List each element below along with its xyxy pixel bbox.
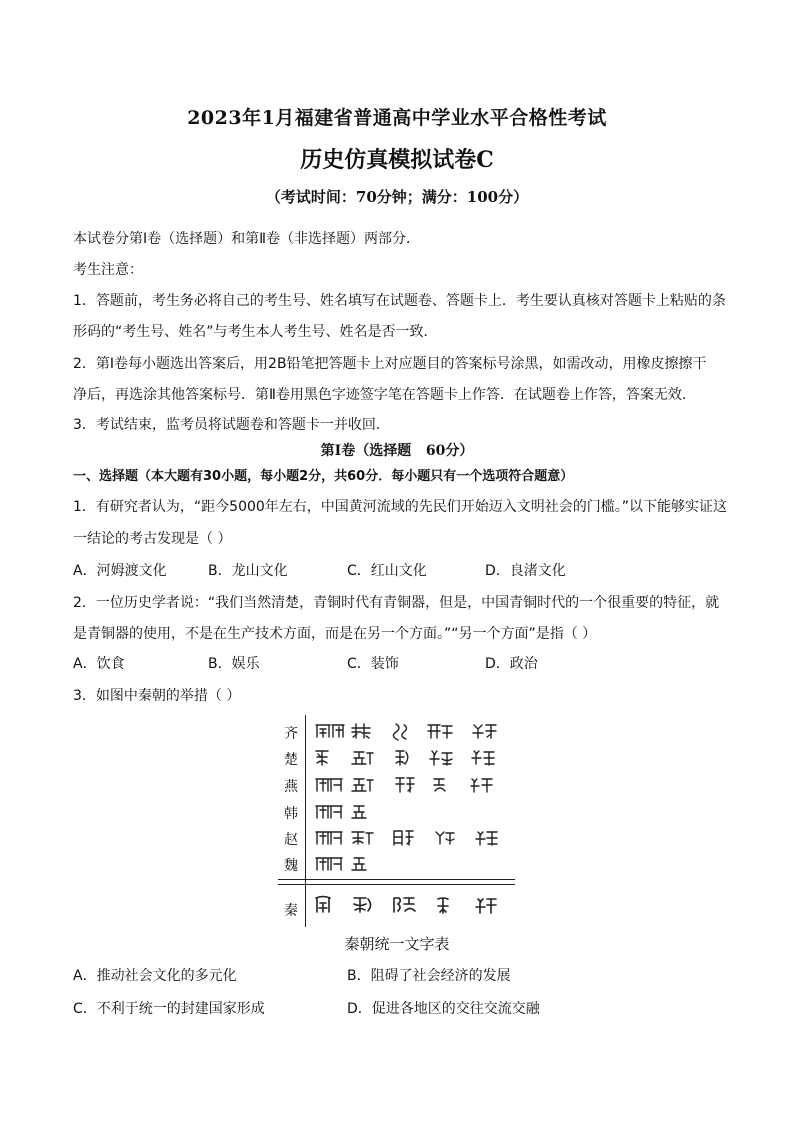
q1-option-a[interactable]: A．河姆渡文化 (73, 563, 167, 579)
intro-line-6: 净后，再选涂其他答案标号．第Ⅱ卷用黑色字迹签字笔在答题卡上作答．在试题卷上作答，答案无效． (73, 387, 696, 403)
intro-line-1: 本试卷分第Ⅰ卷（选择题）和第Ⅱ卷（非选择题）两部分． (73, 231, 421, 247)
state-label-han: 韩 (284, 806, 298, 822)
exam-meta: （考试时间：70分钟；满分：100分） (265, 188, 529, 206)
state-label-chu: 楚 (284, 752, 298, 768)
q1-option-d[interactable]: D．良渚文化 (485, 563, 566, 579)
q1-stem-line-1: 1．有研究者认为，“距今5000年左右，中国黄河流域的先民们开始迈入文明社会的门槛。”以下能够实证这 (73, 499, 728, 515)
intro-line-5: 2．第Ⅰ卷每小题选出答案后，用2B铅笔把答题卡上对应题目的答案标号涂黑，如需改动，用橡皮擦擦干 (73, 356, 707, 372)
intro-line-4: 形码的“考生号、姓名”与考生本人考生号、姓名是否一致． (73, 324, 438, 340)
q3-option-c[interactable]: C．不利于统一的封建国家形成 (73, 1001, 265, 1017)
state-label-zhao: 赵 (284, 832, 298, 848)
q1-option-c[interactable]: C．红山文化 (347, 563, 427, 579)
state-label-wei: 魏 (284, 858, 298, 874)
figure-caption: 秦朝统一文字表 (344, 935, 450, 953)
q3-stem: 3．如图中秦朝的举措（ ） (73, 688, 241, 704)
state-label-qi: 齐 (284, 726, 298, 742)
intro-line-3: 1．答题前，考生务必将自己的考生号、姓名填写在试题卷、答题卡上．考生要认真核对答题卡上粘贴的条 (73, 293, 726, 309)
q3-option-b[interactable]: B．阻碍了社会经济的发展 (347, 968, 511, 984)
q2-stem-line-1: 2．一位历史学者说：“我们当然清楚，青铜时代有青铜器，但是，中国青铜时代的一个很重要的特征，就 (73, 595, 720, 611)
state-label-yan: 燕 (284, 779, 298, 795)
intro-line-2: 考生注意： (73, 262, 143, 278)
script-comparison-figure (278, 715, 518, 927)
q2-stem-line-2: 是青铜器的使用，不是在生产技术方面，而是在另一个方面。”“另一个方面”是指（ ） (73, 626, 597, 642)
q1-stem-line-2: 一结论的考古发现是（ ） (73, 531, 232, 547)
q2-option-d[interactable]: D．政治 (485, 656, 538, 672)
exam-subtitle: 历史仿真模拟试卷C (300, 147, 494, 173)
section-instructions: 一、选择题（本大题有30小题，每小题2分，共60分．每小题只有一个选项符合题意） (73, 469, 574, 484)
exam-title: 2023年1月福建省普通高中学业水平合格性考试 (187, 107, 607, 129)
ancient-script-glyphs (278, 715, 518, 927)
q3-option-a[interactable]: A．推动社会文化的多元化 (73, 968, 237, 984)
q2-option-c[interactable]: C．装饰 (347, 656, 399, 672)
q1-option-b[interactable]: B．龙山文化 (208, 563, 288, 579)
q3-option-d[interactable]: D．促进各地区的交往交流交融 (347, 1001, 540, 1017)
q2-option-a[interactable]: A．饮食 (73, 656, 125, 672)
state-label-qin: 秦 (284, 903, 298, 919)
section-title: 第Ⅰ卷（选择题 60分） (320, 443, 474, 459)
intro-line-7: 3．考试结束，监考员将试题卷和答题卡一并收回． (73, 417, 390, 433)
q2-option-b[interactable]: B．娱乐 (208, 656, 260, 672)
